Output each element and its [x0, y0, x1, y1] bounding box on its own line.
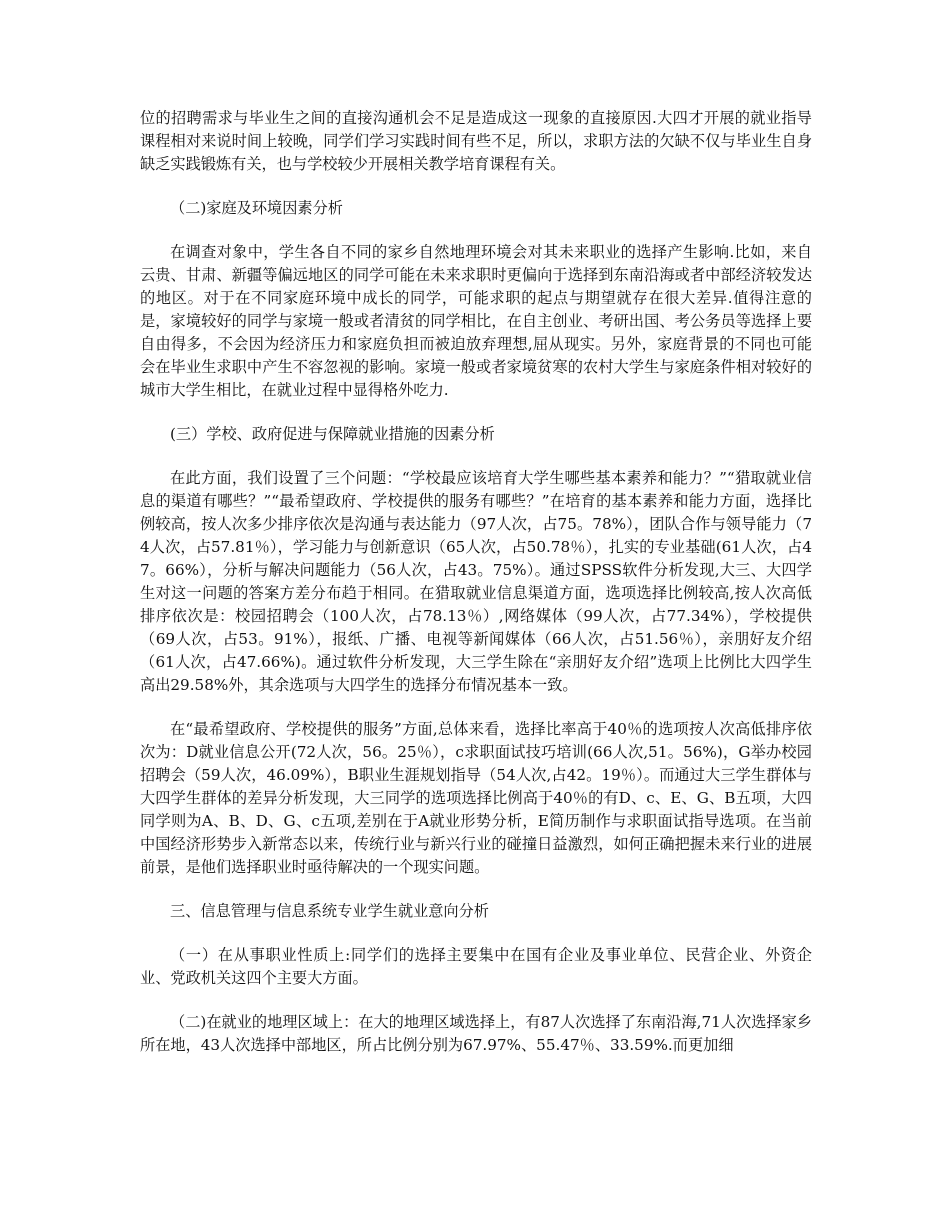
section-heading-employment-intention: 三、信息管理与信息系统专业学生就业意向分析	[170, 902, 489, 920]
paragraph-gap	[140, 879, 812, 900]
paragraph-gap	[140, 446, 812, 467]
paragraph-survey-questions: 在此方面，我们设置了三个问题：“学校最应该培育大学生哪些基本素养和能力？”“猎取就业信息的渠道有哪些？”“最希望政府、学校提供的服务有哪些？”在培育的基本素养和能力方面，选择比例较高，按人次多少排序依次是沟通与表达能力（97人次，占75。78%），团队合作与领导能力（74人次，占57.81％），学习能力与创新意识（65人次，占50.78％），扎实的专业基础(61人次，占47。66%），分析与解决问题能力（56人次，占43。75%）。通过SPSS软件分析发现,大三、大四学生对这一问题的答案方差分布趋于相同。在猎取就业信息渠道方面，选项选择比例较高,按人次高低排序依次是：校园招聘会（100人次，占78.13％）,网络媒体（99人次，占77.34%），学校提供（69人次，占53。91%），报纸、广播、电视等新闻媒体（66人次，占51.56％），亲朋好友介绍（61人次，占47.66%)。通过软件分析发现，大三学生除在“亲朋好友介绍”选项上比例比大四学生高出29.58%外，其余选项与大四学生的选择分布情况基本一致。	[140, 469, 812, 694]
paragraph-family-environment: 在调查对象中，学生各自不同的家乡自然地理环境会对其未来职业的选择产生影响.比如，来自云贵、甘肃、新疆等偏远地区的同学可能在未来求职时更偏向于选择到东南沿海或者中部经济较发达的地区。对于在不同家庭环境中成长的同学，可能求职的起点与期望就存在很大差异.值得注意的是，家境较好的同学与家境一般或者清贫的同学相比，在自主创业、考研出国、考公务员等选择上要自由得多，不会因为经济压力和家庭负担而被迫放弃理想,屈从现实。另外，家庭背景的不同也可能会在毕业生求职中产生不容忽视的影响。家境一般或者家境贫寒的农村大学生与家庭条件相对较好的城市大学生相比，在就业过程中显得格外吃力.	[140, 243, 812, 399]
paragraph-job-nature: （一）在从事职业性质上:同学们的选择主要集中在国有企业及事业单位、民营企业、外资企业、党政机关这四个主要大方面。	[140, 946, 812, 987]
section-heading-school-government: (三）学校、政府促进与保障就业措施的因素分析	[170, 425, 495, 443]
paragraph-gap	[140, 923, 812, 944]
paragraph-gap	[140, 176, 812, 197]
paragraph-gap	[140, 220, 812, 241]
document-page	[140, 107, 812, 1057]
section-heading-family-environment: （二)家庭及环境因素分析	[170, 199, 343, 217]
paragraph-gap	[140, 697, 812, 718]
paragraph-desired-services: 在“最希望政府、学校提供的服务”方面,总体来看，选择比率高于40％的选项按人次高低排序依次为：D就业信息公开(72人次，56。25％），c求职面试技巧培训(66人次,51。56%)，G举办校园招聘会（59人次，46.09%），B职业生涯规划指导（54人次,占42。19％）。而通过大三学生群体与大四学生群体的差异分析发现，大三同学的选项选择比例高于40％的有D、c、E、G、B五项，大四同学则为A、B、D、G、c五项,差别在于A就业形势分析，E简历制作与求职面试指导选项。在当前中国经济形势步入新常态以来，传统行业与新兴行业的碰撞日益激烈，如何正确把握未来行业的进展前景，是他们选择职业时亟待解决的一个现实问题。	[140, 720, 812, 876]
paragraph-geographic-region: （二)在就业的地理区域上：在大的地理区域选择上，有87人次选择了东南沿海,71人次选择家乡所在地，43人次选择中部地区，所占比例分别为67.97%、55.47％、33.59%.而更加细	[140, 1013, 812, 1054]
paragraph-gap	[140, 402, 812, 423]
paragraph-continued: 位的招聘需求与毕业生之间的直接沟通机会不足是造成这一现象的直接原因.大四才开展的就业指导课程相对来说时间上较晚，同学们学习实践时间有些不足，所以，求职方法的欠缺不仅与毕业生自身缺乏实践锻炼有关，也与学校较少开展相关教学培育课程有关。	[140, 109, 812, 173]
paragraph-gap	[140, 990, 812, 1011]
